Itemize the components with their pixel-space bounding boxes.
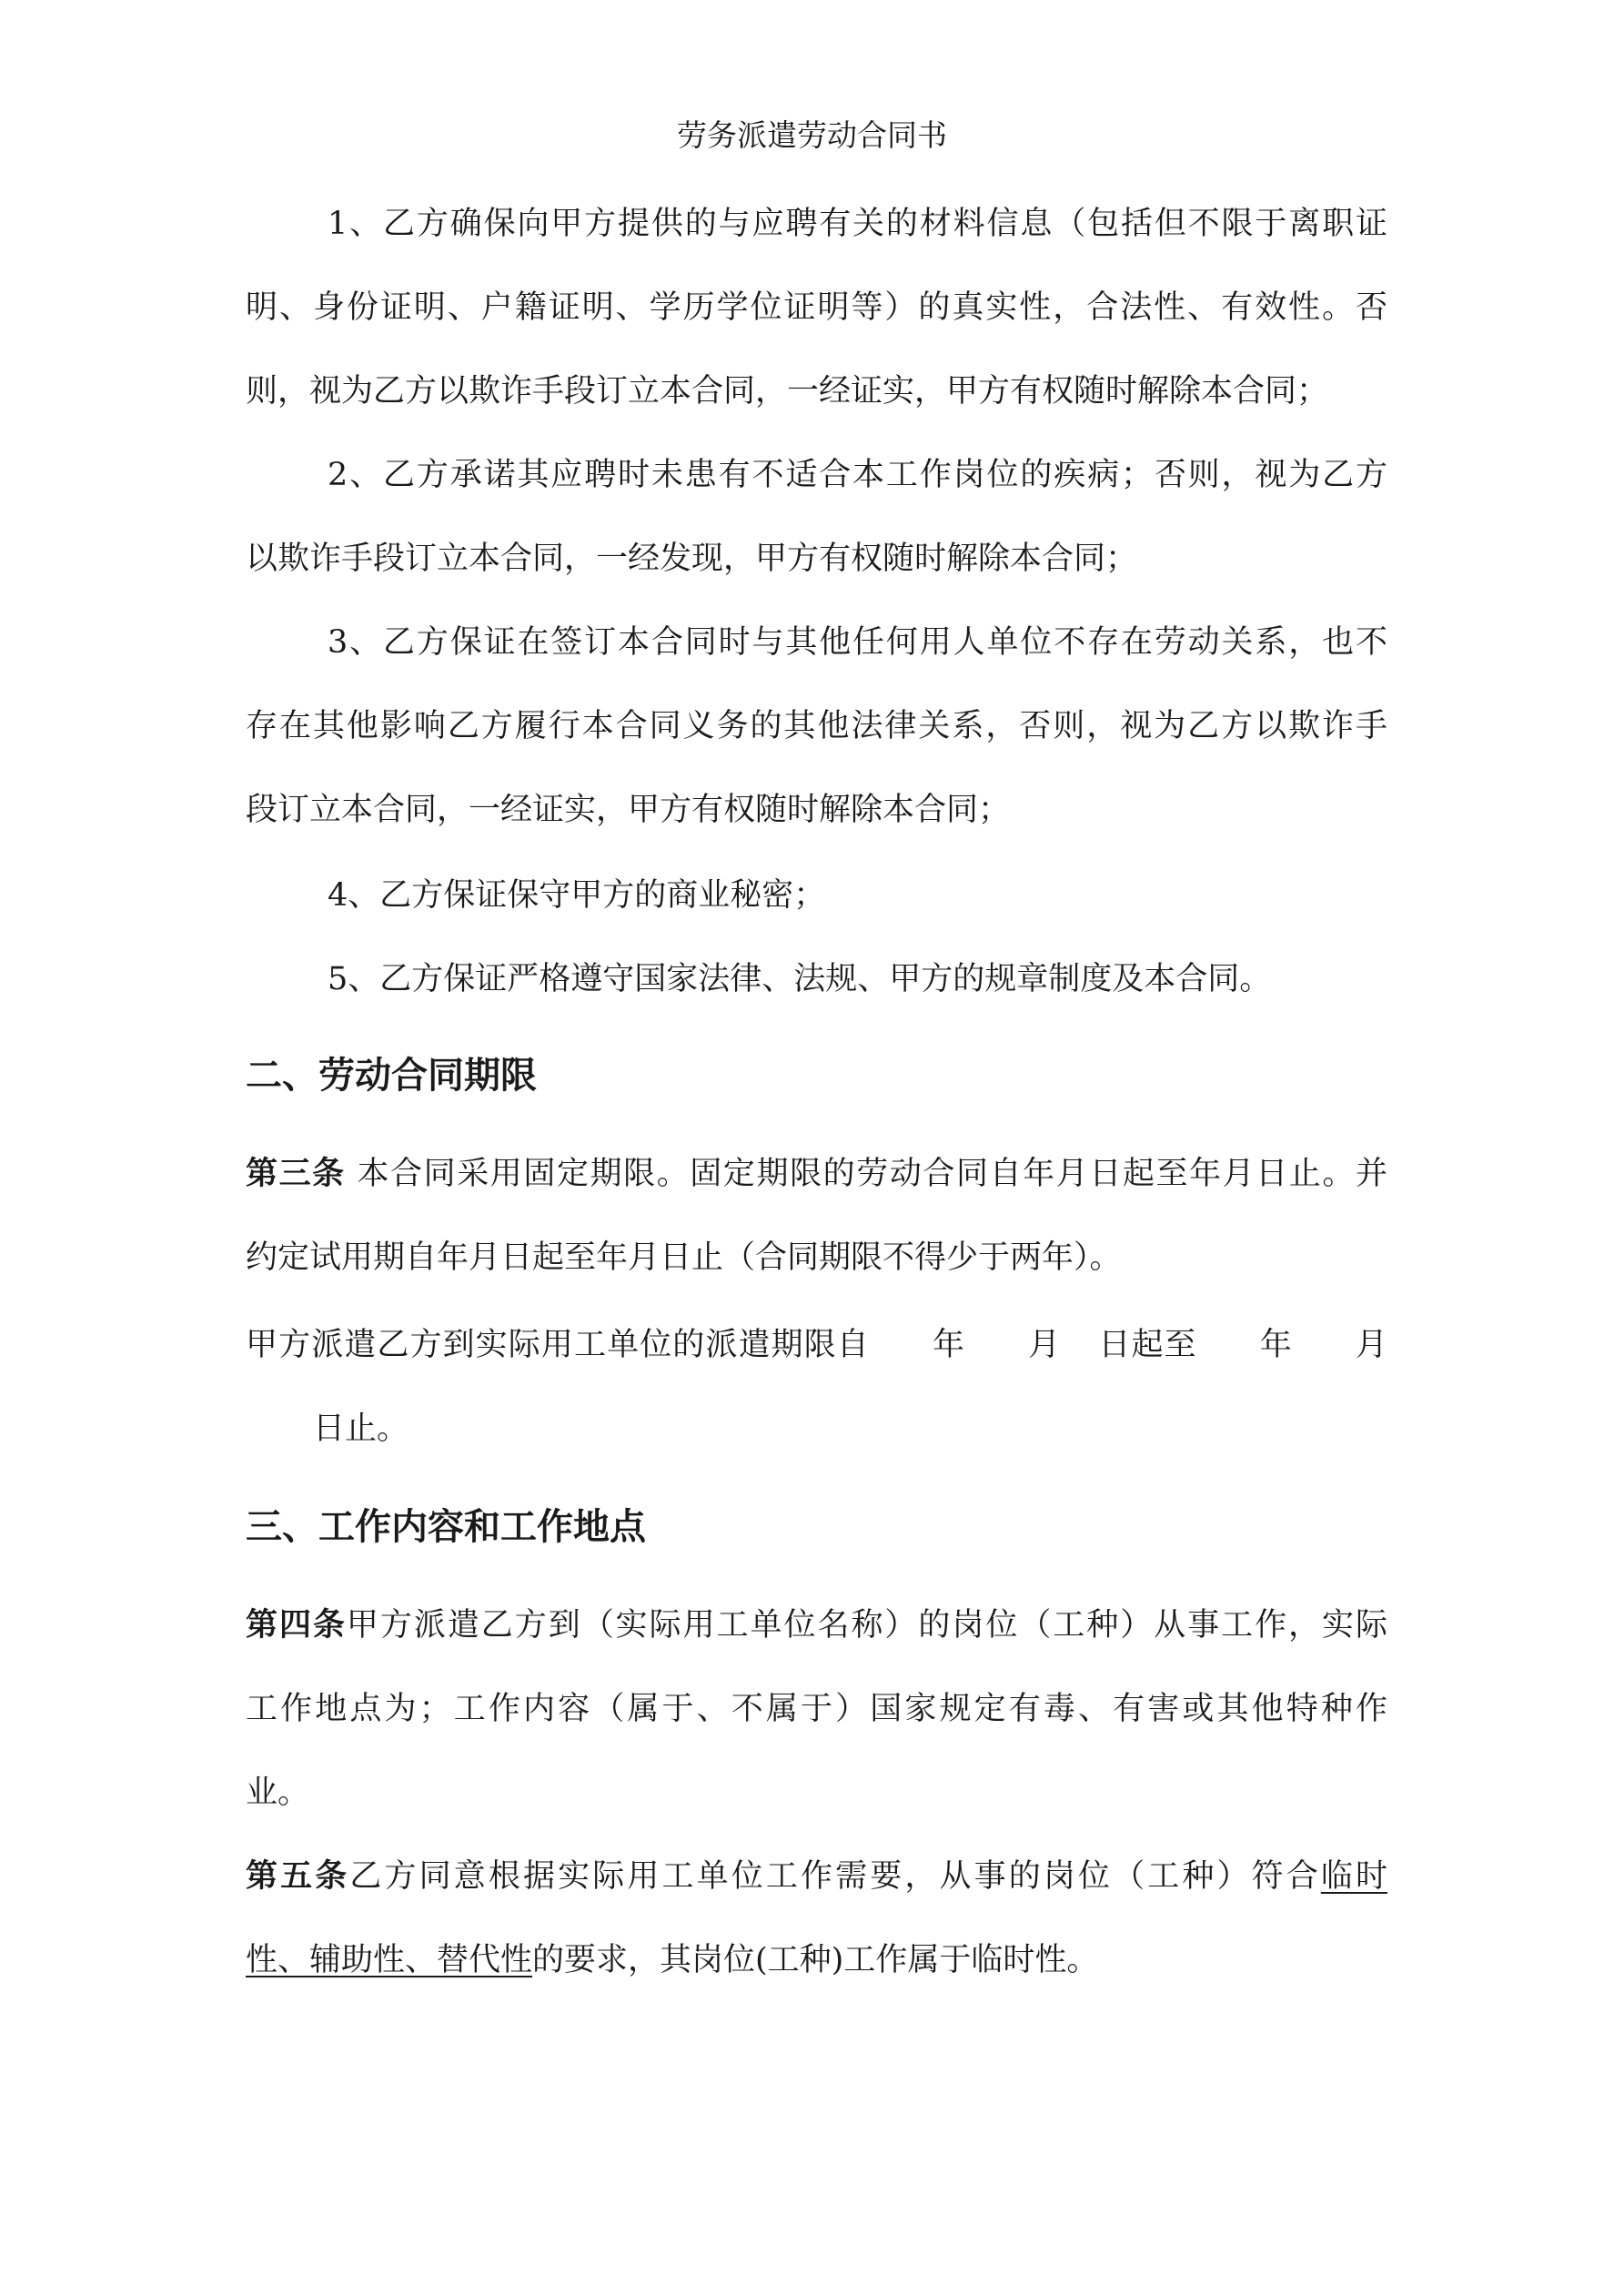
article-3-line-2: 约定试用期自年月日起至年月日止（合同期限不得少于两年）。 [246, 1239, 1122, 1276]
dispatch-month-to: 月 [1354, 1327, 1387, 1363]
article-4-label: 第四条 [246, 1607, 347, 1644]
clause-3-line-1: 3、乙方保证在签订本合同时与其他任何用人单位不存在劳动关系，也不 [328, 624, 1387, 661]
dispatch-term-line-1 [246, 1321, 1387, 1369]
clause-1-line-2: 明、身份证明、户籍证明、学历学位证明等）的真实性，合法性、有效性。否 [246, 289, 1387, 326]
clause-1-line-3: 则，视为乙方以欺诈手段订立本合同，一经证实，甲方有权随时解除本合同； [246, 373, 1329, 410]
article-5-line-2 [246, 1937, 1387, 1984]
dispatch-term-text: 甲方派遣乙方到实际用工单位的派遣期限自 [246, 1327, 870, 1363]
article-5-text: 乙方同意根据实际用工单位工作需要，从事的岗位（工种）符合 [349, 1858, 1321, 1895]
document-title: 劳务派遣劳动合同书 [677, 117, 947, 153]
article-5-underlined-start: 临时 [1320, 1858, 1387, 1895]
clause-1-line-1: 1、乙方确保向甲方提供的与应聘有关的材料信息（包括但不限于离职证 [328, 206, 1387, 242]
section-3-heading: 三、工作内容和工作地点 [246, 1506, 646, 1548]
article-5-label: 第五条 [246, 1858, 350, 1895]
article-3-label: 第三条 [246, 1156, 346, 1192]
article-4-line-3: 业。 [246, 1775, 310, 1811]
article-4-line-1 [246, 1602, 1387, 1649]
dispatch-term-line-2: 日止。 [313, 1411, 409, 1447]
clause-2-line-1: 2、乙方承诺其应聘时未患有不适合本工作岗位的疾病；否则，视为乙方 [328, 457, 1387, 493]
article-5-underlined-end: 性、辅助性、替代性 [246, 1942, 533, 1978]
article-5-line-1 [246, 1853, 1387, 1900]
dispatch-year-to: 年 [1258, 1327, 1293, 1363]
article-3-text: 本合同采用固定期限。固定期限的劳动合同自年月日起至年月日止。并 [345, 1156, 1387, 1192]
clause-3-line-2: 存在其他影响乙方履行本合同义务的其他法律关系，否则，视为乙方以欺诈手 [246, 708, 1387, 744]
clause-2-line-2: 以欺诈手段订立本合同，一经发现，甲方有权随时解除本合同； [246, 541, 1138, 577]
clause-5-line-1: 5、乙方保证严格遵守国家法律、法规、甲方的规章制度及本合同。 [328, 961, 1272, 997]
section-2-heading: 二、劳动合同期限 [246, 1055, 537, 1097]
dispatch-day-from: 日起至 [1097, 1327, 1197, 1363]
clause-3-line-3: 段订立本合同，一经证实，甲方有权随时解除本合同； [246, 792, 1011, 828]
article-3-line-1 [246, 1150, 1387, 1198]
dispatch-year-from: 年 [931, 1327, 966, 1363]
clause-4-line-1: 4、乙方保证保守甲方的商业秘密； [328, 877, 826, 914]
article-5-text-end: 的要求，其岗位(工种)工作属于临时性。 [532, 1942, 1099, 1978]
dispatch-month-from: 月 [1027, 1327, 1062, 1363]
article-4-line-2: 工作地点为；工作内容（属于、不属于）国家规定有毒、有害或其他特种作 [246, 1691, 1387, 1727]
article-4-text: 甲方派遣乙方到（实际用工单位名称）的岗位（工种）从事工作，实际 [346, 1607, 1387, 1644]
